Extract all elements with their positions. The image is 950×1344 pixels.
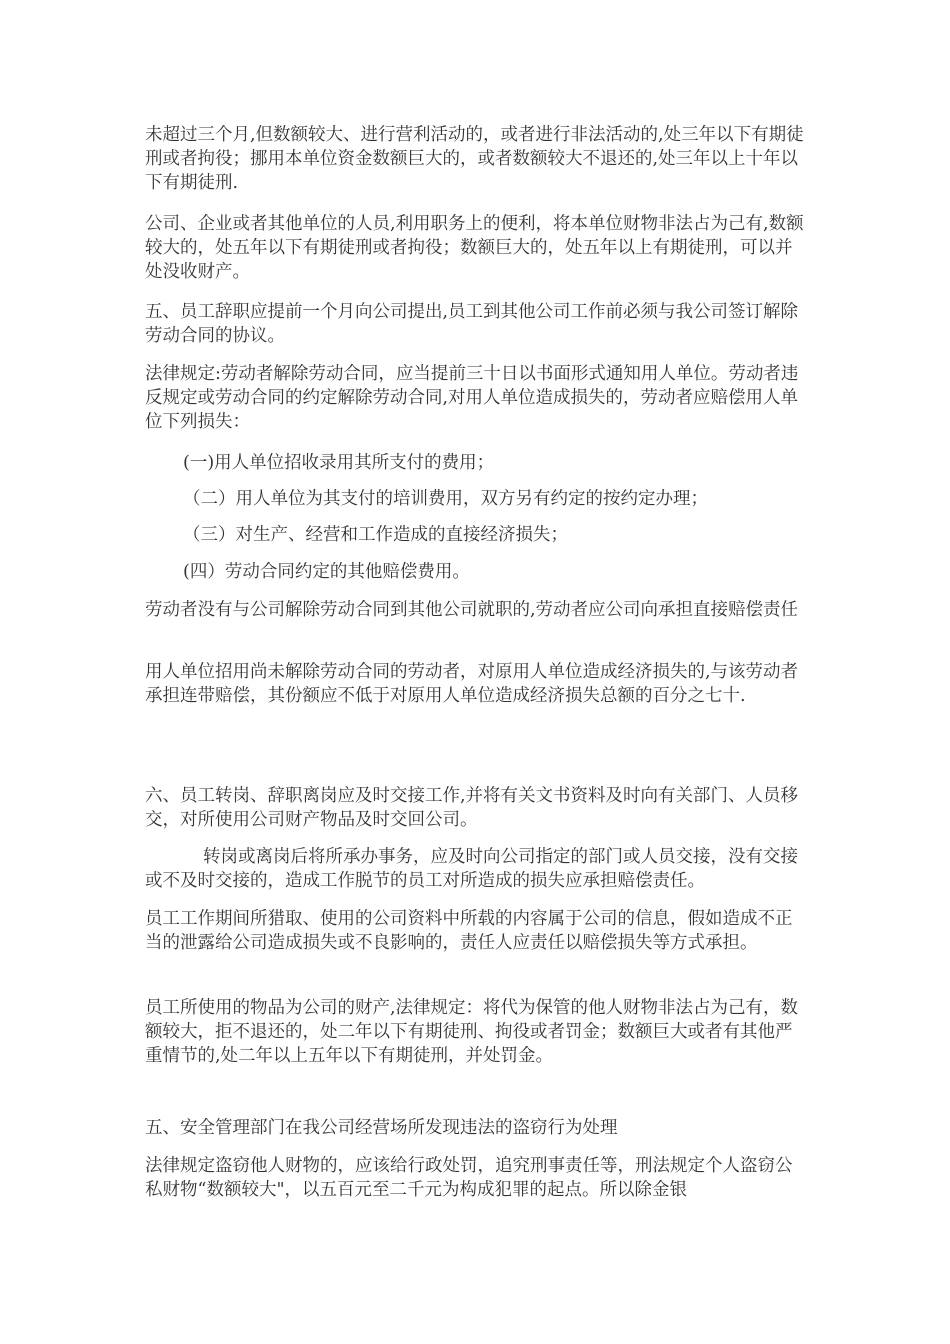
paragraph-handover-liability: 转岗或离岗后将所承办事务，应及时向公司指定的部门或人员交接，没有交接或不及时交接的，造成工作脱节的员工对所造成的损失应承担赔偿责任。: [145, 847, 798, 891]
list-item-other-compensation: (四）劳动合同约定的其他赔偿费用。: [183, 562, 470, 582]
list-item-direct-loss: （三）对生产、经营和工作造成的直接经济损失；: [183, 525, 568, 545]
heading-theft-handling: 五、安全管理部门在我公司经营场所发现违法的盗窃行为处理: [145, 1118, 618, 1138]
paragraph-property-law: 员工所使用的物品为公司的财产,法律规定：将代为保管的他人财物非法占为己有，数额较大，拒不退还的，处二年以下有期徒刑、拘役或者罚金；数额巨大或者有其他严重情节的,处二年以上五年以下有期徒刑，并处罚金。: [145, 998, 799, 1066]
paragraph-joint-liability: 用人单位招用尚未解除劳动合同的劳动者，对原用人单位造成经济损失的,与该劳动者承担连带赔偿，其份额应不低于对原用人单位造成经济损失总额的百分之七十.: [145, 662, 799, 706]
paragraph-theft-law: 法律规定盗窃他人财物的，应该给行政处罚，追究刑事责任等，刑法规定个人盗窃公私财物“数额较大"，以五百元至二千元为构成犯罪的起点。所以除金银: [145, 1156, 793, 1200]
heading-handover-duty: 六、员工转岗、辞职离岗应及时交接工作,并将有关文书资料及时向有关部门、人员移交，对所使用公司财产物品及时交回公司。: [145, 786, 799, 830]
paragraph-embezzlement-property: 公司、企业或者其他单位的人员,利用职务上的便利，将本单位财物非法占为己有,数额较大的，处五年以下有期徒刑或者拘役；数额巨大的，处五年以上有期徒刑，可以并处没收财产。: [145, 214, 804, 282]
list-item-recruitment-cost: (一)用人单位招收录用其所支付的费用；: [183, 453, 495, 473]
paragraph-information-leak: 员工工作期间所猎取、使用的公司资料中所载的内容属于公司的信息，假如造成不正当的泄露给公司造成损失或不良影响的，责任人应责任以赔偿损失等方式承担。: [145, 909, 793, 953]
heading-resignation-notice: 五、员工辞职应提前一个月向公司提出,员工到其他公司工作前必须与我公司签订解除劳动合同的协议。: [145, 302, 799, 346]
list-item-training-cost: （二）用人单位为其支付的培训费用，双方另有约定的按约定办理；: [183, 489, 708, 509]
paragraph-direct-liability: 劳动者没有与公司解除劳动合同到其他公司就职的,劳动者应公司向承担直接赔偿责任: [145, 600, 799, 620]
paragraph-embezzlement-penalty: 未超过三个月,但数额较大、进行营利活动的，或者进行非法活动的,处三年以下有期徒刑或者拘役；挪用本单位资金数额巨大的，或者数额较大不退还的,处三年以上十年以下有期徒刑.: [145, 125, 804, 193]
paragraph-law-resignation: 法律规定:劳动者解除劳动合同，应当提前三十日以书面形式通知用人单位。劳动者违反规定或劳动合同的约定解除劳动合同,对用人单位造成损失的，劳动者应赔偿用人单位下列损失：: [145, 364, 799, 432]
